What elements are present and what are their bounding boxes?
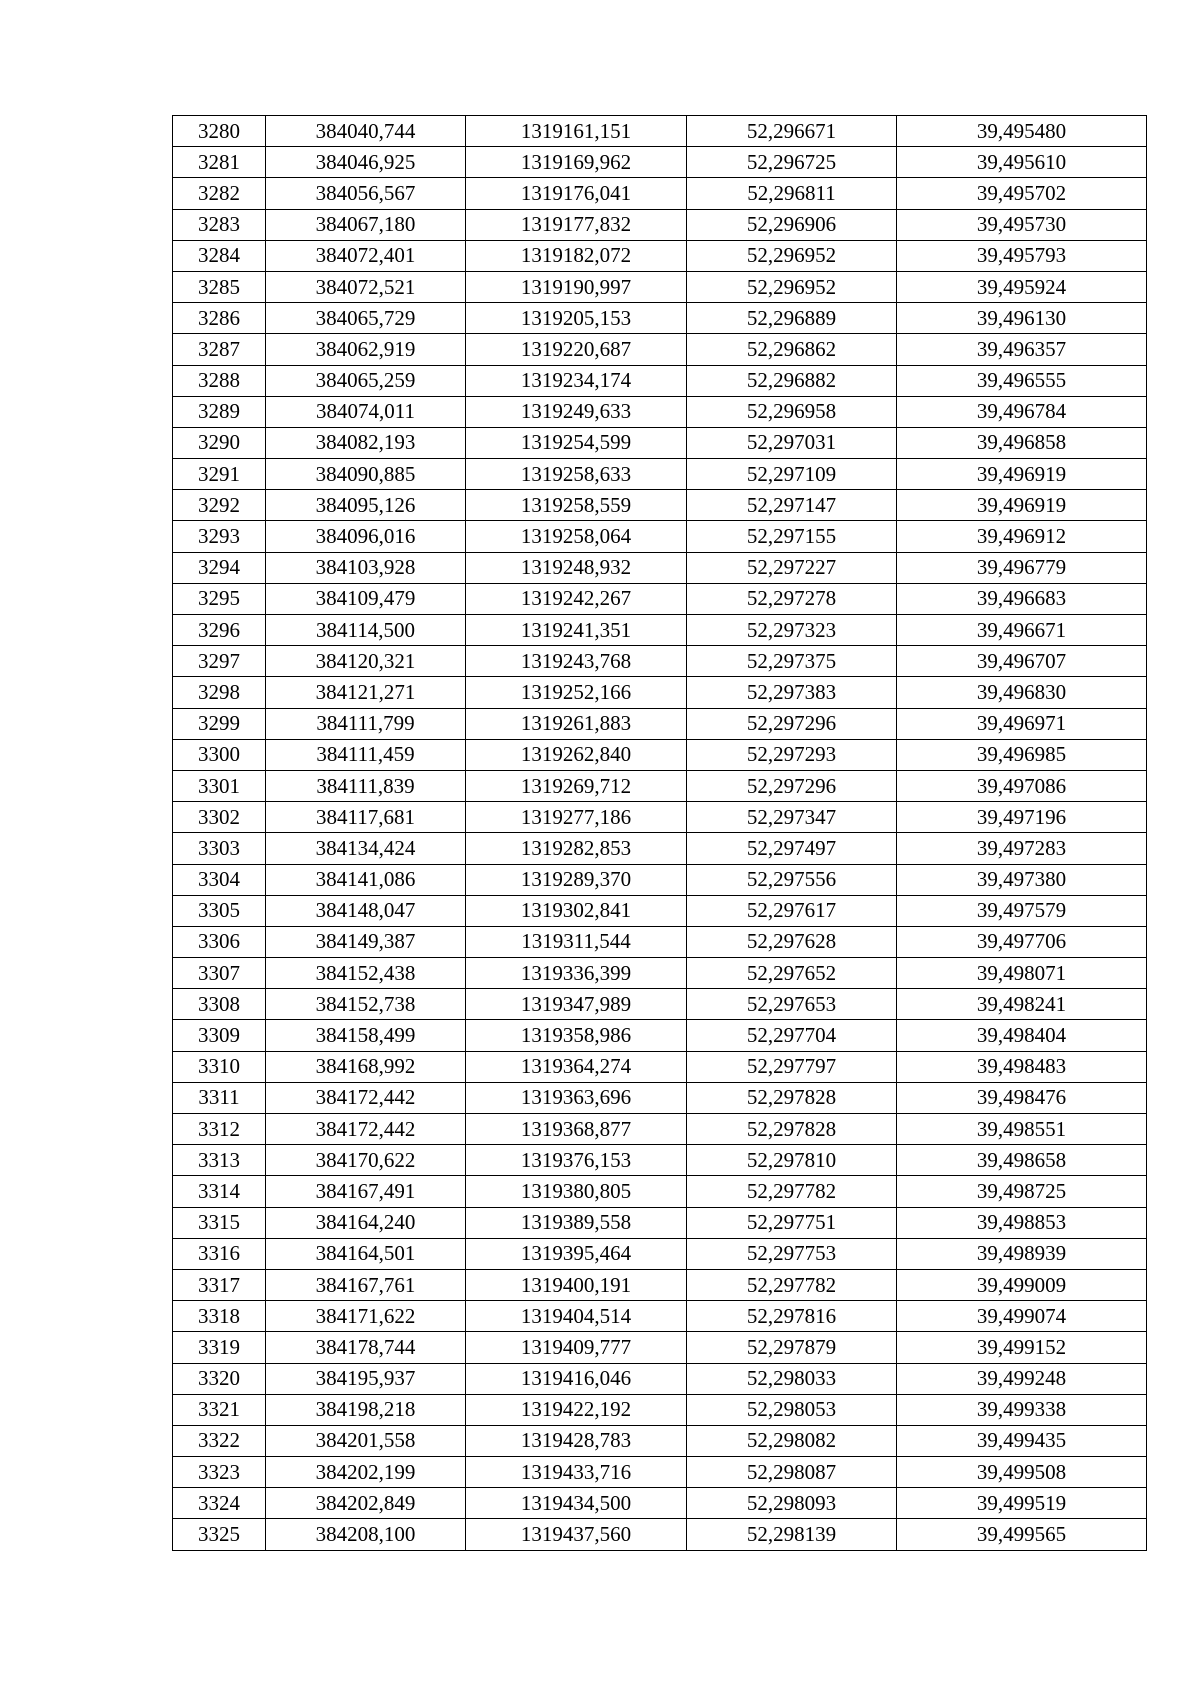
x-coordinate-cell: 384074,011 (266, 396, 466, 427)
table-row (173, 521, 1147, 552)
x-coordinate-cell: 384109,479 (266, 583, 466, 614)
y-coordinate-cell: 1319404,514 (466, 1301, 687, 1332)
point-number-cell: 3301 (173, 770, 266, 801)
x-coordinate-cell: 384152,738 (266, 989, 466, 1020)
x-coordinate-cell: 384148,047 (266, 895, 466, 926)
x-coordinate-cell: 384114,500 (266, 615, 466, 646)
x-coordinate-cell: 384168,992 (266, 1051, 466, 1082)
y-coordinate-cell: 1319302,841 (466, 895, 687, 926)
table-row (173, 459, 1147, 490)
table-row (173, 864, 1147, 895)
point-number-cell: 3288 (173, 365, 266, 396)
longitude-cell: 39,499508 (897, 1457, 1147, 1488)
latitude-cell: 52,297628 (687, 926, 897, 957)
y-coordinate-cell: 1319205,153 (466, 303, 687, 334)
y-coordinate-cell: 1319437,560 (466, 1519, 687, 1550)
point-number-cell: 3311 (173, 1082, 266, 1113)
table-row (173, 490, 1147, 521)
longitude-cell: 39,496357 (897, 334, 1147, 365)
latitude-cell: 52,297155 (687, 521, 897, 552)
x-coordinate-cell: 384040,744 (266, 116, 466, 147)
table-row (173, 116, 1147, 147)
x-coordinate-cell: 384178,744 (266, 1332, 466, 1363)
point-number-cell: 3315 (173, 1207, 266, 1238)
y-coordinate-cell: 1319254,599 (466, 427, 687, 458)
latitude-cell: 52,297227 (687, 552, 897, 583)
point-number-cell: 3281 (173, 147, 266, 178)
longitude-cell: 39,497579 (897, 895, 1147, 926)
point-number-cell: 3280 (173, 116, 266, 147)
table-row (173, 895, 1147, 926)
point-number-cell: 3322 (173, 1425, 266, 1456)
y-coordinate-cell: 1319336,399 (466, 958, 687, 989)
latitude-cell: 52,297323 (687, 615, 897, 646)
point-number-cell: 3297 (173, 646, 266, 677)
latitude-cell: 52,297293 (687, 739, 897, 770)
x-coordinate-cell: 384082,193 (266, 427, 466, 458)
point-number-cell: 3302 (173, 802, 266, 833)
y-coordinate-cell: 1319220,687 (466, 334, 687, 365)
x-coordinate-cell: 384072,521 (266, 271, 466, 302)
y-coordinate-cell: 1319252,166 (466, 677, 687, 708)
latitude-cell: 52,297797 (687, 1051, 897, 1082)
longitude-cell: 39,499074 (897, 1301, 1147, 1332)
table-row (173, 1082, 1147, 1113)
point-number-cell: 3318 (173, 1301, 266, 1332)
point-number-cell: 3296 (173, 615, 266, 646)
latitude-cell: 52,296862 (687, 334, 897, 365)
table-row (173, 240, 1147, 271)
coordinates-table (172, 115, 1147, 1551)
longitude-cell: 39,495924 (897, 271, 1147, 302)
point-number-cell: 3319 (173, 1332, 266, 1363)
longitude-cell: 39,496912 (897, 521, 1147, 552)
longitude-cell: 39,497380 (897, 864, 1147, 895)
y-coordinate-cell: 1319428,783 (466, 1425, 687, 1456)
x-coordinate-cell: 384208,100 (266, 1519, 466, 1550)
point-number-cell: 3316 (173, 1238, 266, 1269)
y-coordinate-cell: 1319380,805 (466, 1176, 687, 1207)
point-number-cell: 3294 (173, 552, 266, 583)
longitude-cell: 39,498483 (897, 1051, 1147, 1082)
latitude-cell: 52,297296 (687, 708, 897, 739)
table-row (173, 1363, 1147, 1394)
table-row (173, 958, 1147, 989)
x-coordinate-cell: 384067,180 (266, 209, 466, 240)
latitude-cell: 52,298087 (687, 1457, 897, 1488)
longitude-cell: 39,499009 (897, 1269, 1147, 1300)
longitude-cell: 39,497086 (897, 770, 1147, 801)
longitude-cell: 39,496707 (897, 646, 1147, 677)
table-row (173, 1488, 1147, 1519)
y-coordinate-cell: 1319248,932 (466, 552, 687, 583)
longitude-cell: 39,496555 (897, 365, 1147, 396)
longitude-cell: 39,498241 (897, 989, 1147, 1020)
longitude-cell: 39,498404 (897, 1020, 1147, 1051)
table-row (173, 334, 1147, 365)
latitude-cell: 52,297278 (687, 583, 897, 614)
longitude-cell: 39,495730 (897, 209, 1147, 240)
longitude-cell: 39,496985 (897, 739, 1147, 770)
y-coordinate-cell: 1319177,832 (466, 209, 687, 240)
x-coordinate-cell: 384065,259 (266, 365, 466, 396)
table-row (173, 802, 1147, 833)
y-coordinate-cell: 1319282,853 (466, 833, 687, 864)
latitude-cell: 52,297753 (687, 1238, 897, 1269)
point-number-cell: 3305 (173, 895, 266, 926)
x-coordinate-cell: 384152,438 (266, 958, 466, 989)
latitude-cell: 52,297782 (687, 1176, 897, 1207)
table-row (173, 1519, 1147, 1550)
latitude-cell: 52,298093 (687, 1488, 897, 1519)
longitude-cell: 39,498658 (897, 1145, 1147, 1176)
longitude-cell: 39,499248 (897, 1363, 1147, 1394)
table-row (173, 1145, 1147, 1176)
y-coordinate-cell: 1319347,989 (466, 989, 687, 1020)
y-coordinate-cell: 1319161,151 (466, 116, 687, 147)
y-coordinate-cell: 1319241,351 (466, 615, 687, 646)
point-number-cell: 3320 (173, 1363, 266, 1394)
y-coordinate-cell: 1319358,986 (466, 1020, 687, 1051)
x-coordinate-cell: 384149,387 (266, 926, 466, 957)
x-coordinate-cell: 384172,442 (266, 1114, 466, 1145)
table-row (173, 615, 1147, 646)
longitude-cell: 39,499338 (897, 1394, 1147, 1425)
latitude-cell: 52,298082 (687, 1425, 897, 1456)
point-number-cell: 3293 (173, 521, 266, 552)
y-coordinate-cell: 1319243,768 (466, 646, 687, 677)
latitude-cell: 52,296958 (687, 396, 897, 427)
x-coordinate-cell: 384141,086 (266, 864, 466, 895)
latitude-cell: 52,297782 (687, 1269, 897, 1300)
longitude-cell: 39,497706 (897, 926, 1147, 957)
point-number-cell: 3284 (173, 240, 266, 271)
latitude-cell: 52,297828 (687, 1082, 897, 1113)
point-number-cell: 3323 (173, 1457, 266, 1488)
point-number-cell: 3325 (173, 1519, 266, 1550)
latitude-cell: 52,296889 (687, 303, 897, 334)
y-coordinate-cell: 1319258,064 (466, 521, 687, 552)
x-coordinate-cell: 384134,424 (266, 833, 466, 864)
point-number-cell: 3312 (173, 1114, 266, 1145)
y-coordinate-cell: 1319368,877 (466, 1114, 687, 1145)
point-number-cell: 3292 (173, 490, 266, 521)
point-number-cell: 3285 (173, 271, 266, 302)
x-coordinate-cell: 384062,919 (266, 334, 466, 365)
latitude-cell: 52,296882 (687, 365, 897, 396)
x-coordinate-cell: 384202,199 (266, 1457, 466, 1488)
latitude-cell: 52,296952 (687, 240, 897, 271)
y-coordinate-cell: 1319169,962 (466, 147, 687, 178)
point-number-cell: 3298 (173, 677, 266, 708)
table-row (173, 303, 1147, 334)
table-row (173, 396, 1147, 427)
point-number-cell: 3287 (173, 334, 266, 365)
longitude-cell: 39,497283 (897, 833, 1147, 864)
table-row (173, 552, 1147, 583)
table-row (173, 1114, 1147, 1145)
latitude-cell: 52,298033 (687, 1363, 897, 1394)
point-number-cell: 3324 (173, 1488, 266, 1519)
point-number-cell: 3310 (173, 1051, 266, 1082)
y-coordinate-cell: 1319364,274 (466, 1051, 687, 1082)
y-coordinate-cell: 1319176,041 (466, 178, 687, 209)
longitude-cell: 39,495793 (897, 240, 1147, 271)
longitude-cell: 39,498551 (897, 1114, 1147, 1145)
x-coordinate-cell: 384201,558 (266, 1425, 466, 1456)
point-number-cell: 3295 (173, 583, 266, 614)
latitude-cell: 52,297147 (687, 490, 897, 521)
table-row (173, 365, 1147, 396)
x-coordinate-cell: 384170,622 (266, 1145, 466, 1176)
x-coordinate-cell: 384072,401 (266, 240, 466, 271)
table-row (173, 677, 1147, 708)
latitude-cell: 52,297347 (687, 802, 897, 833)
point-number-cell: 3308 (173, 989, 266, 1020)
latitude-cell: 52,297653 (687, 989, 897, 1020)
longitude-cell: 39,498725 (897, 1176, 1147, 1207)
table-row (173, 833, 1147, 864)
point-number-cell: 3299 (173, 708, 266, 739)
x-coordinate-cell: 384172,442 (266, 1082, 466, 1113)
table-row (173, 427, 1147, 458)
y-coordinate-cell: 1319311,544 (466, 926, 687, 957)
x-coordinate-cell: 384158,499 (266, 1020, 466, 1051)
longitude-cell: 39,496683 (897, 583, 1147, 614)
x-coordinate-cell: 384046,925 (266, 147, 466, 178)
y-coordinate-cell: 1319416,046 (466, 1363, 687, 1394)
table-row (173, 926, 1147, 957)
y-coordinate-cell: 1319182,072 (466, 240, 687, 271)
point-number-cell: 3303 (173, 833, 266, 864)
x-coordinate-cell: 384111,459 (266, 739, 466, 770)
latitude-cell: 52,297652 (687, 958, 897, 989)
y-coordinate-cell: 1319400,191 (466, 1269, 687, 1300)
longitude-cell: 39,496784 (897, 396, 1147, 427)
y-coordinate-cell: 1319289,370 (466, 864, 687, 895)
x-coordinate-cell: 384096,016 (266, 521, 466, 552)
point-number-cell: 3313 (173, 1145, 266, 1176)
x-coordinate-cell: 384164,240 (266, 1207, 466, 1238)
latitude-cell: 52,297109 (687, 459, 897, 490)
y-coordinate-cell: 1319262,840 (466, 739, 687, 770)
y-coordinate-cell: 1319258,633 (466, 459, 687, 490)
longitude-cell: 39,495480 (897, 116, 1147, 147)
table-row (173, 1332, 1147, 1363)
latitude-cell: 52,297828 (687, 1114, 897, 1145)
longitude-cell: 39,499565 (897, 1519, 1147, 1550)
table-row (173, 1051, 1147, 1082)
latitude-cell: 52,296671 (687, 116, 897, 147)
point-number-cell: 3306 (173, 926, 266, 957)
table-row (173, 271, 1147, 302)
table-row (173, 209, 1147, 240)
x-coordinate-cell: 384065,729 (266, 303, 466, 334)
longitude-cell: 39,498853 (897, 1207, 1147, 1238)
longitude-cell: 39,495610 (897, 147, 1147, 178)
table-row (173, 1457, 1147, 1488)
table-row (173, 1207, 1147, 1238)
table-row (173, 1394, 1147, 1425)
longitude-cell: 39,495702 (897, 178, 1147, 209)
latitude-cell: 52,297810 (687, 1145, 897, 1176)
x-coordinate-cell: 384198,218 (266, 1394, 466, 1425)
y-coordinate-cell: 1319258,559 (466, 490, 687, 521)
coordinates-table-body (173, 116, 1147, 1551)
latitude-cell: 52,296811 (687, 178, 897, 209)
point-number-cell: 3314 (173, 1176, 266, 1207)
point-number-cell: 3304 (173, 864, 266, 895)
table-row (173, 646, 1147, 677)
table-row (173, 989, 1147, 1020)
y-coordinate-cell: 1319363,696 (466, 1082, 687, 1113)
x-coordinate-cell: 384117,681 (266, 802, 466, 833)
longitude-cell: 39,496830 (897, 677, 1147, 708)
table-row (173, 1425, 1147, 1456)
x-coordinate-cell: 384103,928 (266, 552, 466, 583)
latitude-cell: 52,297031 (687, 427, 897, 458)
y-coordinate-cell: 1319269,712 (466, 770, 687, 801)
longitude-cell: 39,499435 (897, 1425, 1147, 1456)
point-number-cell: 3283 (173, 209, 266, 240)
table-row (173, 708, 1147, 739)
longitude-cell: 39,496971 (897, 708, 1147, 739)
latitude-cell: 52,297816 (687, 1301, 897, 1332)
point-number-cell: 3286 (173, 303, 266, 334)
x-coordinate-cell: 384171,622 (266, 1301, 466, 1332)
x-coordinate-cell: 384121,271 (266, 677, 466, 708)
longitude-cell: 39,499519 (897, 1488, 1147, 1519)
point-number-cell: 3289 (173, 396, 266, 427)
y-coordinate-cell: 1319395,464 (466, 1238, 687, 1269)
x-coordinate-cell: 384167,761 (266, 1269, 466, 1300)
latitude-cell: 52,296725 (687, 147, 897, 178)
longitude-cell: 39,496130 (897, 303, 1147, 334)
x-coordinate-cell: 384056,567 (266, 178, 466, 209)
x-coordinate-cell: 384095,126 (266, 490, 466, 521)
y-coordinate-cell: 1319409,777 (466, 1332, 687, 1363)
longitude-cell: 39,496779 (897, 552, 1147, 583)
y-coordinate-cell: 1319376,153 (466, 1145, 687, 1176)
longitude-cell: 39,496858 (897, 427, 1147, 458)
latitude-cell: 52,297375 (687, 646, 897, 677)
latitude-cell: 52,297556 (687, 864, 897, 895)
latitude-cell: 52,297751 (687, 1207, 897, 1238)
point-number-cell: 3317 (173, 1269, 266, 1300)
longitude-cell: 39,498476 (897, 1082, 1147, 1113)
longitude-cell: 39,499152 (897, 1332, 1147, 1363)
point-number-cell: 3309 (173, 1020, 266, 1051)
latitude-cell: 52,298139 (687, 1519, 897, 1550)
table-row (173, 739, 1147, 770)
latitude-cell: 52,297617 (687, 895, 897, 926)
table-row (173, 1176, 1147, 1207)
latitude-cell: 52,297497 (687, 833, 897, 864)
y-coordinate-cell: 1319389,558 (466, 1207, 687, 1238)
table-row (173, 1301, 1147, 1332)
latitude-cell: 52,297704 (687, 1020, 897, 1051)
point-number-cell: 3282 (173, 178, 266, 209)
latitude-cell: 52,296906 (687, 209, 897, 240)
y-coordinate-cell: 1319190,997 (466, 271, 687, 302)
x-coordinate-cell: 384120,321 (266, 646, 466, 677)
longitude-cell: 39,496919 (897, 490, 1147, 521)
table-row (173, 1020, 1147, 1051)
table-row (173, 178, 1147, 209)
x-coordinate-cell: 384090,885 (266, 459, 466, 490)
x-coordinate-cell: 384111,799 (266, 708, 466, 739)
table-row (173, 1269, 1147, 1300)
x-coordinate-cell: 384164,501 (266, 1238, 466, 1269)
point-number-cell: 3291 (173, 459, 266, 490)
x-coordinate-cell: 384167,491 (266, 1176, 466, 1207)
point-number-cell: 3300 (173, 739, 266, 770)
table-row (173, 147, 1147, 178)
y-coordinate-cell: 1319422,192 (466, 1394, 687, 1425)
longitude-cell: 39,498071 (897, 958, 1147, 989)
table-row (173, 583, 1147, 614)
y-coordinate-cell: 1319242,267 (466, 583, 687, 614)
longitude-cell: 39,498939 (897, 1238, 1147, 1269)
longitude-cell: 39,496671 (897, 615, 1147, 646)
latitude-cell: 52,297296 (687, 770, 897, 801)
y-coordinate-cell: 1319261,883 (466, 708, 687, 739)
x-coordinate-cell: 384195,937 (266, 1363, 466, 1394)
latitude-cell: 52,296952 (687, 271, 897, 302)
latitude-cell: 52,297383 (687, 677, 897, 708)
longitude-cell: 39,497196 (897, 802, 1147, 833)
table-row (173, 770, 1147, 801)
table-row (173, 1238, 1147, 1269)
point-number-cell: 3321 (173, 1394, 266, 1425)
y-coordinate-cell: 1319277,186 (466, 802, 687, 833)
y-coordinate-cell: 1319234,174 (466, 365, 687, 396)
point-number-cell: 3307 (173, 958, 266, 989)
y-coordinate-cell: 1319249,633 (466, 396, 687, 427)
point-number-cell: 3290 (173, 427, 266, 458)
y-coordinate-cell: 1319434,500 (466, 1488, 687, 1519)
x-coordinate-cell: 384202,849 (266, 1488, 466, 1519)
y-coordinate-cell: 1319433,716 (466, 1457, 687, 1488)
x-coordinate-cell: 384111,839 (266, 770, 466, 801)
latitude-cell: 52,298053 (687, 1394, 897, 1425)
latitude-cell: 52,297879 (687, 1332, 897, 1363)
longitude-cell: 39,496919 (897, 459, 1147, 490)
